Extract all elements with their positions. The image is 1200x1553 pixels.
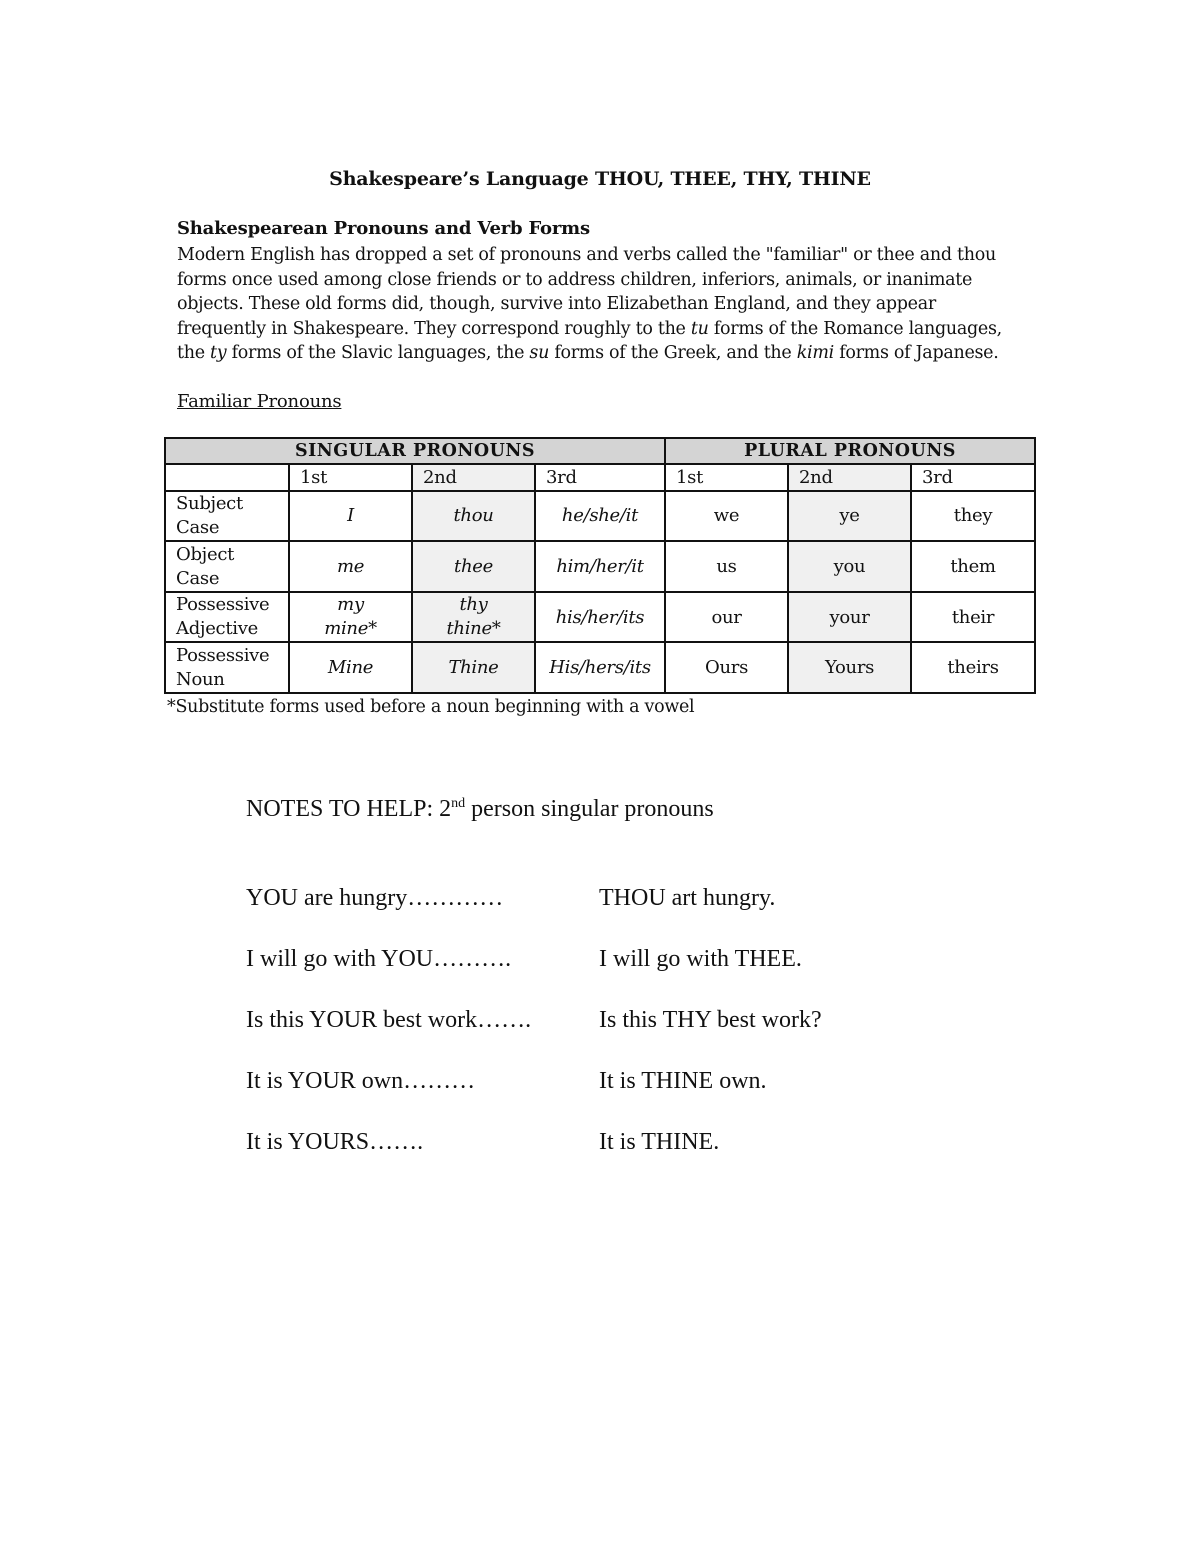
table-row bbox=[165, 592, 1035, 643]
intro-text: frequently in Shakespeare. They correspond roughly to the bbox=[177, 318, 691, 339]
intro-line bbox=[177, 292, 1027, 317]
row-label-line: Possessive bbox=[176, 594, 270, 616]
intro-text: objects. These old forms did, though, survive into Elizabethan England, and they appear bbox=[177, 294, 936, 315]
intro-italic-term: ty bbox=[210, 343, 227, 364]
singular-pronouns-header: SINGULAR PRONOUNS bbox=[165, 438, 665, 464]
pronoun-text: his/her/its bbox=[555, 606, 645, 628]
pronoun-cell bbox=[289, 642, 412, 693]
pronoun-cell bbox=[289, 592, 412, 643]
table-row bbox=[165, 642, 1035, 693]
pronoun-text: theirs bbox=[947, 657, 999, 679]
intro-italic-term: su bbox=[529, 343, 550, 364]
pronoun-cell bbox=[289, 491, 412, 542]
pronoun-text: thou bbox=[453, 505, 494, 527]
pronoun-cell bbox=[665, 491, 788, 542]
pronoun-text: His/hers/its bbox=[549, 657, 651, 679]
pronoun-text: us bbox=[716, 556, 737, 577]
intro-text: forms once used among close friends or to address children, inferiors, animals, or inanimate bbox=[177, 269, 973, 290]
example-shakespearean: Is this THY best work? bbox=[599, 1007, 822, 1033]
notes-title-prefix: NOTES TO HELP: 2 bbox=[246, 796, 452, 822]
pronoun-cell bbox=[665, 642, 788, 693]
example-modern: Is this YOUR best work……. bbox=[246, 1007, 532, 1033]
row-label-line: Possessive bbox=[176, 644, 270, 666]
pronoun-text: I bbox=[347, 505, 354, 527]
pronoun-cell bbox=[665, 592, 788, 643]
pronoun-text: our bbox=[711, 606, 742, 628]
pronoun-text: mine* bbox=[324, 618, 377, 640]
person-header: 3rd bbox=[911, 464, 1035, 490]
pronoun-table bbox=[164, 437, 1036, 694]
pronoun-cell bbox=[911, 592, 1035, 643]
pronoun-cell bbox=[412, 491, 535, 542]
row-label-line: Adjective bbox=[176, 618, 258, 640]
pronoun-cell bbox=[535, 592, 665, 643]
row-label bbox=[165, 541, 289, 592]
example-modern: YOU are hungry………… bbox=[246, 885, 504, 911]
intro-text: Modern English has dropped a set of pronouns and verbs called the "familiar" or thee and thou bbox=[177, 245, 996, 265]
corner-cell bbox=[165, 464, 289, 490]
notes-title bbox=[246, 796, 714, 823]
row-label-line: Case bbox=[176, 567, 220, 589]
pronoun-text: thee bbox=[454, 556, 493, 577]
pronoun-text: thy bbox=[459, 594, 488, 616]
intro-text: forms of the Romance languages, bbox=[708, 318, 1002, 339]
intro-text: forms of the Slavic languages, the bbox=[226, 343, 530, 364]
person-header: 2nd bbox=[788, 464, 911, 490]
pronoun-text: him/her/it bbox=[556, 556, 644, 577]
pronoun-text: ye bbox=[839, 505, 860, 527]
pronoun-cell bbox=[911, 642, 1035, 693]
pronoun-text: me bbox=[336, 556, 365, 577]
intro-line bbox=[177, 317, 1027, 342]
pronoun-cell bbox=[412, 642, 535, 693]
pronoun-cell bbox=[535, 541, 665, 592]
pronoun-text: your bbox=[829, 606, 870, 628]
row-label-line: Subject bbox=[176, 492, 243, 514]
pronoun-cell bbox=[665, 541, 788, 592]
row-label-line: Case bbox=[176, 516, 220, 538]
intro-paragraph bbox=[177, 243, 1027, 366]
pronoun-text: you bbox=[833, 556, 866, 577]
pronoun-text: their bbox=[951, 606, 995, 628]
pronoun-text: Ours bbox=[705, 657, 749, 679]
pronoun-text: Yours bbox=[824, 657, 875, 679]
intro-italic-term: tu bbox=[690, 318, 709, 339]
pronoun-cell bbox=[788, 541, 911, 592]
familiar-pronouns-heading: Familiar Pronouns bbox=[177, 391, 342, 412]
intro-italic-term: kimi bbox=[796, 343, 834, 364]
intro-text: forms of Japanese. bbox=[833, 343, 999, 364]
example-shakespearean: It is THINE. bbox=[599, 1129, 720, 1155]
intro-line bbox=[177, 268, 1027, 293]
example-shakespearean: It is THINE own. bbox=[599, 1068, 767, 1094]
row-label bbox=[165, 592, 289, 643]
example-modern: It is YOUR own……… bbox=[246, 1068, 476, 1094]
person-header: 1st bbox=[665, 464, 788, 490]
row-label bbox=[165, 491, 289, 542]
pronoun-cell bbox=[911, 541, 1035, 592]
plural-pronouns-header: PLURAL PRONOUNS bbox=[665, 438, 1035, 464]
table-row bbox=[165, 541, 1035, 592]
pronoun-cell bbox=[412, 592, 535, 643]
intro-line bbox=[177, 243, 1027, 268]
notes-title-superscript: nd bbox=[451, 796, 466, 811]
section-heading: Shakespearean Pronouns and Verb Forms bbox=[177, 218, 590, 239]
pronoun-text: thine* bbox=[446, 618, 501, 640]
person-header: 2nd bbox=[412, 464, 535, 490]
row-label bbox=[165, 642, 289, 693]
intro-text: forms of the Greek, and the bbox=[549, 343, 797, 364]
pronoun-cell bbox=[788, 592, 911, 643]
row-label-line: Noun bbox=[176, 668, 225, 690]
table-footnote: *Substitute forms used before a noun beginning with a vowel bbox=[167, 697, 695, 717]
pronoun-cell bbox=[535, 642, 665, 693]
notes-title-suffix: person singular pronouns bbox=[465, 796, 714, 822]
example-shakespearean: THOU art hungry. bbox=[599, 885, 776, 911]
pronoun-cell bbox=[289, 541, 412, 592]
pronoun-text: them bbox=[950, 556, 996, 577]
pronoun-cell bbox=[788, 642, 911, 693]
example-shakespearean: I will go with THEE. bbox=[599, 946, 802, 972]
document-title: Shakespeare’s Language THOU, THEE, THY, THINE bbox=[329, 168, 871, 190]
person-header: 3rd bbox=[535, 464, 665, 490]
pronoun-cell bbox=[412, 541, 535, 592]
pronoun-text: we bbox=[713, 505, 740, 527]
pronoun-text: Mine bbox=[327, 657, 374, 679]
pronoun-text: he/she/it bbox=[561, 505, 639, 527]
pronoun-text: Thine bbox=[448, 657, 499, 679]
pronoun-text: my bbox=[337, 594, 364, 616]
pronoun-cell bbox=[535, 491, 665, 542]
intro-text: the bbox=[177, 343, 211, 364]
pronoun-text: they bbox=[953, 505, 993, 527]
pronoun-cell bbox=[911, 491, 1035, 542]
example-modern: I will go with YOU………. bbox=[246, 946, 512, 972]
example-modern: It is YOURS……. bbox=[246, 1129, 424, 1155]
row-label-line: Object bbox=[176, 543, 235, 565]
intro-line bbox=[177, 341, 1027, 366]
pronoun-cell bbox=[788, 491, 911, 542]
person-header: 1st bbox=[289, 464, 412, 490]
table-row bbox=[165, 491, 1035, 542]
